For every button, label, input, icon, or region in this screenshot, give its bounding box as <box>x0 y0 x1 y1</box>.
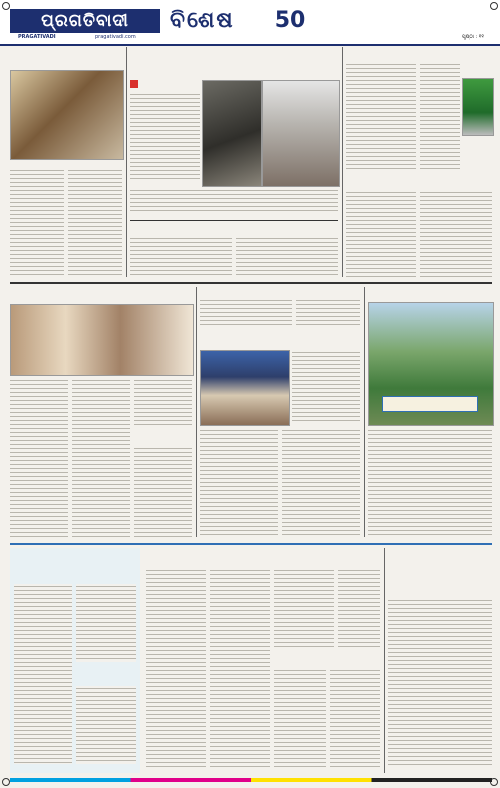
article-body <box>368 428 492 538</box>
story-divider <box>130 220 338 221</box>
column-rule <box>364 287 365 537</box>
article-body <box>76 686 136 764</box>
article-body <box>146 568 206 768</box>
column-rule <box>384 548 385 773</box>
column-rule <box>126 47 127 277</box>
article-body <box>134 446 192 538</box>
page-number: ପୃଷ୍ଠା : ୧୧ <box>462 34 484 40</box>
article-body <box>134 378 192 428</box>
article-body <box>292 350 360 424</box>
article-body <box>346 62 416 172</box>
section-title: ବିଶେଷ <box>170 8 235 33</box>
anniversary-badge: 50 <box>274 8 306 33</box>
article-body <box>236 236 338 276</box>
article-body <box>274 568 334 650</box>
column-rule <box>342 47 343 277</box>
article-body <box>420 62 460 172</box>
article-body <box>72 378 130 538</box>
article-body <box>388 598 492 768</box>
photo-party-meeting <box>200 350 290 426</box>
section-divider <box>10 282 492 284</box>
article-body <box>282 428 360 538</box>
article-body <box>14 584 72 764</box>
photo-portrait <box>262 80 340 187</box>
article-body <box>130 236 232 276</box>
article-body <box>76 584 136 662</box>
article-body <box>338 568 380 650</box>
photo-cheque-handover <box>10 304 194 376</box>
article-body <box>274 668 326 768</box>
photo-fuel-pump <box>462 78 494 136</box>
website-url: pragativadi.com <box>95 34 136 40</box>
bullet-marker <box>130 80 138 88</box>
article-body <box>330 668 380 768</box>
article-body <box>210 568 270 768</box>
photo-award-ceremony <box>10 70 124 160</box>
article-body <box>296 298 360 328</box>
article-body <box>200 428 278 538</box>
section-divider <box>10 543 492 545</box>
newspaper-logo: ପ୍ରଗତିବାଦୀ <box>10 9 160 33</box>
article-body <box>130 188 338 214</box>
article-body <box>10 168 64 276</box>
registration-mark <box>2 778 10 786</box>
registration-mark <box>2 2 10 10</box>
article-body <box>200 298 292 328</box>
article-body <box>130 92 200 182</box>
article-body <box>420 190 492 278</box>
article-body <box>10 378 68 538</box>
article-body <box>68 168 122 276</box>
photo-crime-scene <box>202 80 262 187</box>
registration-mark <box>490 2 498 10</box>
print-color-bar <box>10 778 492 782</box>
logo-subtitle: PRAGATIVADI <box>18 34 56 40</box>
article-body <box>346 190 416 278</box>
banner-sign <box>382 396 478 412</box>
column-rule <box>196 287 197 537</box>
